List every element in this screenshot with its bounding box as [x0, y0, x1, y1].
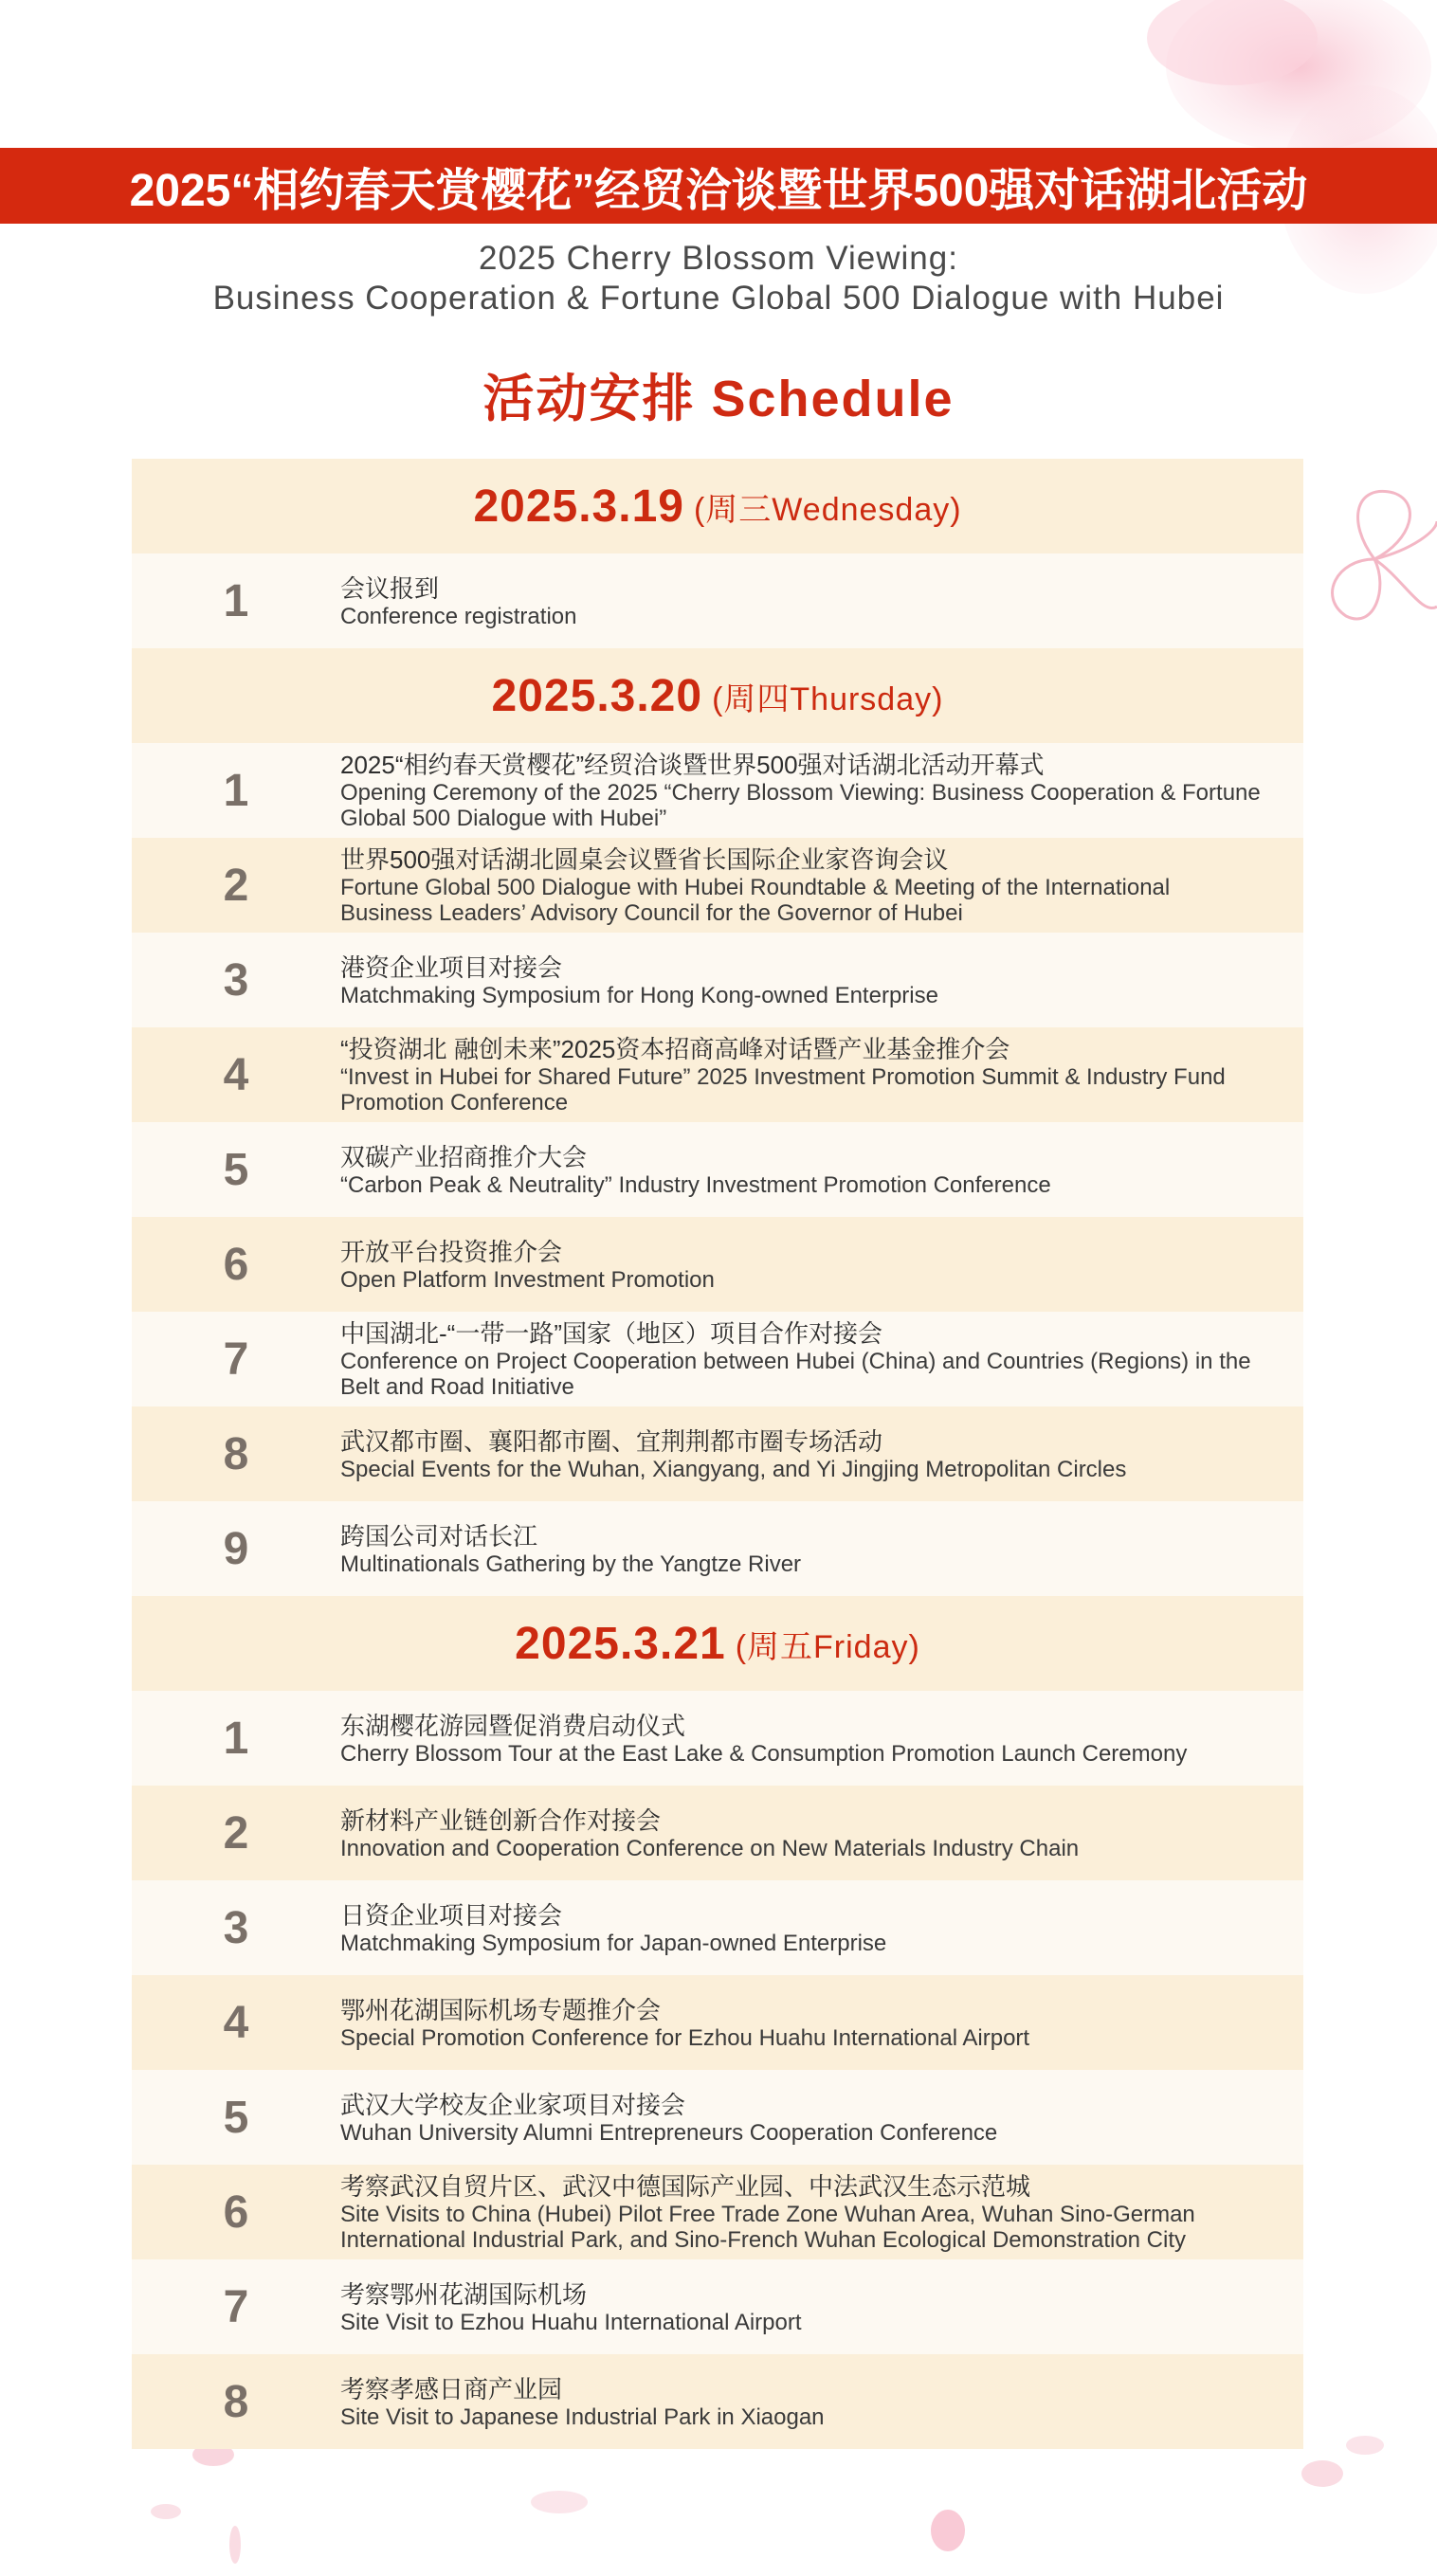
item-texts	[340, 1034, 1303, 1116]
item-title-english: Special Promotion Conference for Ezhou Huahu International Airport	[340, 2024, 1030, 2051]
flower-outline-decoration	[1308, 464, 1437, 654]
item-texts	[340, 1237, 1303, 1293]
schedule-item-row	[132, 838, 1303, 933]
weekday-label: (周三Wednesday)	[693, 491, 962, 528]
item-title-chinese: 港资企业项目对接会	[340, 952, 563, 982]
schedule-item-row	[132, 1312, 1303, 1406]
item-number: 2	[223, 1807, 249, 1859]
item-number: 8	[223, 2376, 249, 2427]
item-number: 8	[223, 1428, 249, 1479]
date-header-row	[132, 1596, 1303, 1691]
item-title-chinese: 开放平台投资推介会	[340, 1237, 563, 1266]
item-texts	[340, 2279, 1303, 2335]
schedule-item-row	[132, 1501, 1303, 1596]
date-label: 2025.3.19	[473, 481, 684, 532]
item-title-chinese: 武汉都市圈、襄阳都市圈、宜荆荆都市圈专场活动	[340, 1426, 883, 1456]
date-label: 2025.3.20	[491, 670, 703, 721]
item-number: 5	[223, 2092, 249, 2143]
schedule-item-row	[132, 553, 1303, 648]
item-title-chinese: 双碳产业招商推介大会	[340, 1142, 588, 1171]
schedule-item-row	[132, 1027, 1303, 1122]
item-title-chinese: 跨国公司对话长江	[340, 1521, 538, 1551]
item-title-chinese: 东湖樱花游园暨促消费启动仪式	[340, 1711, 686, 1740]
item-title-chinese: 考察孝感日商产业园	[340, 2374, 563, 2404]
subtitle-line-2: Business Cooperation & Fortune Global 500 Dialogue with Hubei	[212, 280, 1225, 317]
item-number: 7	[223, 1333, 249, 1385]
item-title-chinese: 世界500强对话湖北圆桌会议暨省长国际企业家咨询会议	[340, 845, 949, 874]
item-texts	[340, 1426, 1303, 1482]
item-number: 4	[223, 1049, 249, 1100]
subtitle-line-1: 2025 Cherry Blossom Viewing:	[479, 240, 958, 277]
item-title-english: Site Visit to Ezhou Huahu International Airport	[340, 2309, 802, 2335]
schedule-item-row	[132, 1122, 1303, 1217]
item-number: 6	[223, 2186, 249, 2238]
item-title-english: Opening Ceremony of the 2025 “Cherry Blossom Viewing: Business Cooperation & Fortune Global 500 Dialogue with Hubei”	[340, 780, 1261, 831]
english-subtitle	[0, 239, 1437, 318]
item-texts	[340, 1805, 1303, 1861]
item-title-chinese: 新材料产业链创新合作对接会	[340, 1805, 662, 1835]
item-title-english: Cherry Blossom Tour at the East Lake & Consumption Promotion Launch Ceremony	[340, 1740, 1188, 1767]
item-texts	[340, 2171, 1303, 2253]
item-number: 6	[223, 1239, 249, 1290]
event-title-banner	[0, 148, 1437, 224]
schedule-item-row	[132, 933, 1303, 1027]
item-texts	[340, 1142, 1303, 1198]
item-title-english: Site Visits to China (Hubei) Pilot Free Trade Zone Wuhan Area, Wuhan Sino-German International Industrial Park, and Sino-French Wuhan Ecological Demonstration City	[340, 2202, 1195, 2253]
schedule-item-row	[132, 2070, 1303, 2165]
event-title: 2025“相约春天赏樱花”经贸洽谈暨世界500强对话湖北活动	[129, 165, 1308, 216]
item-title-chinese: 2025“相约春天赏樱花”经贸洽谈暨世界500强对话湖北活动开幕式	[340, 751, 1045, 779]
schedule-item-row	[132, 1786, 1303, 1880]
item-texts	[340, 844, 1303, 926]
item-title-english: Multinationals Gathering by the Yangtze River	[340, 1551, 802, 1577]
date-header-row	[132, 459, 1303, 553]
item-title-english: Wuhan University Alumni Entrepreneurs Cooperation Conference	[340, 2119, 998, 2146]
schedule-item-row	[132, 1975, 1303, 2070]
item-title-chinese: 武汉大学校友企业家项目对接会	[340, 2090, 686, 2119]
item-number: 4	[223, 1997, 249, 2048]
item-number: 7	[223, 2281, 249, 2332]
schedule-item-row	[132, 1880, 1303, 1975]
item-texts	[340, 1711, 1303, 1767]
weekday-label: (周四Thursday)	[712, 680, 944, 717]
item-texts	[340, 1318, 1303, 1400]
item-title-english: Matchmaking Symposium for Hong Kong-owned Enterprise	[340, 982, 938, 1008]
item-number: 1	[223, 765, 249, 816]
item-texts	[340, 1995, 1303, 2051]
item-texts	[340, 750, 1303, 831]
item-number: 5	[223, 1144, 249, 1195]
item-title-english: Site Visit to Japanese Industrial Park in Xiaogan	[340, 2404, 825, 2430]
item-title-english: Special Events for the Wuhan, Xiangyang, and Yi Jingjing Metropolitan Circles	[340, 1456, 1127, 1482]
item-number: 3	[223, 954, 249, 1006]
item-texts	[340, 573, 1303, 629]
item-title-english: “Carbon Peak & Neutrality” Industry Investment Promotion Conference	[340, 1171, 1051, 1198]
schedule-item-row	[132, 2259, 1303, 2354]
item-number: 2	[223, 860, 249, 911]
item-number: 1	[223, 575, 249, 626]
date-header-row	[132, 648, 1303, 743]
schedule-item-row	[132, 2354, 1303, 2449]
schedule-item-row	[132, 1217, 1303, 1312]
schedule-item-row	[132, 743, 1303, 838]
item-texts	[340, 952, 1303, 1008]
item-number: 9	[223, 1523, 249, 1574]
item-title-chinese: 中国湖北-“一带一路”国家（地区）项目合作对接会	[340, 1319, 882, 1348]
item-title-chinese: 考察武汉自贸片区、武汉中德国际产业园、中法武汉生态示范城	[340, 2172, 1031, 2201]
item-number: 3	[223, 1902, 249, 1953]
schedule-item-row	[132, 1691, 1303, 1786]
schedule-item-row	[132, 1406, 1303, 1501]
item-title-english: “Invest in Hubei for Shared Future” 2025 Investment Promotion Summit & Industry Fund Promotion Conference	[340, 1064, 1226, 1116]
item-title-english: Fortune Global 500 Dialogue with Hubei Roundtable & Meeting of the International Business Leaders’ Advisory Council for the Governor of Hubei	[340, 875, 1171, 926]
item-title-chinese: 会议报到	[340, 573, 440, 603]
item-title-english: Innovation and Cooperation Conference on New Materials Industry Chain	[340, 1835, 1080, 1861]
item-texts	[340, 2090, 1303, 2146]
item-title-english: Matchmaking Symposium for Japan-owned Enterprise	[340, 1930, 887, 1956]
item-title-english: Open Platform Investment Promotion	[340, 1266, 715, 1293]
item-texts	[340, 2374, 1303, 2430]
item-texts	[340, 1521, 1303, 1577]
item-number: 1	[223, 1713, 249, 1764]
weekday-label: (周五Friday)	[735, 1628, 920, 1665]
schedule-item-row	[132, 2165, 1303, 2259]
item-title-chinese: 鄂州花湖国际机场专题推介会	[340, 1995, 662, 2024]
item-title-english: Conference on Project Cooperation between Hubei (China) and Countries (Regions) in the Belt and Road Initiative	[340, 1349, 1251, 1400]
date-label: 2025.3.21	[515, 1618, 726, 1669]
item-title-english: Conference registration	[340, 603, 577, 629]
schedule-table	[132, 459, 1303, 2449]
item-title-chinese: 考察鄂州花湖国际机场	[340, 2279, 588, 2309]
schedule-heading: 活动安排 Schedule	[482, 371, 955, 427]
item-title-chinese: “投资湖北 融创未来”2025资本招商高峰对话暨产业基金推介会	[340, 1035, 1010, 1063]
item-title-chinese: 日资企业项目对接会	[340, 1900, 563, 1930]
item-texts	[340, 1900, 1303, 1956]
